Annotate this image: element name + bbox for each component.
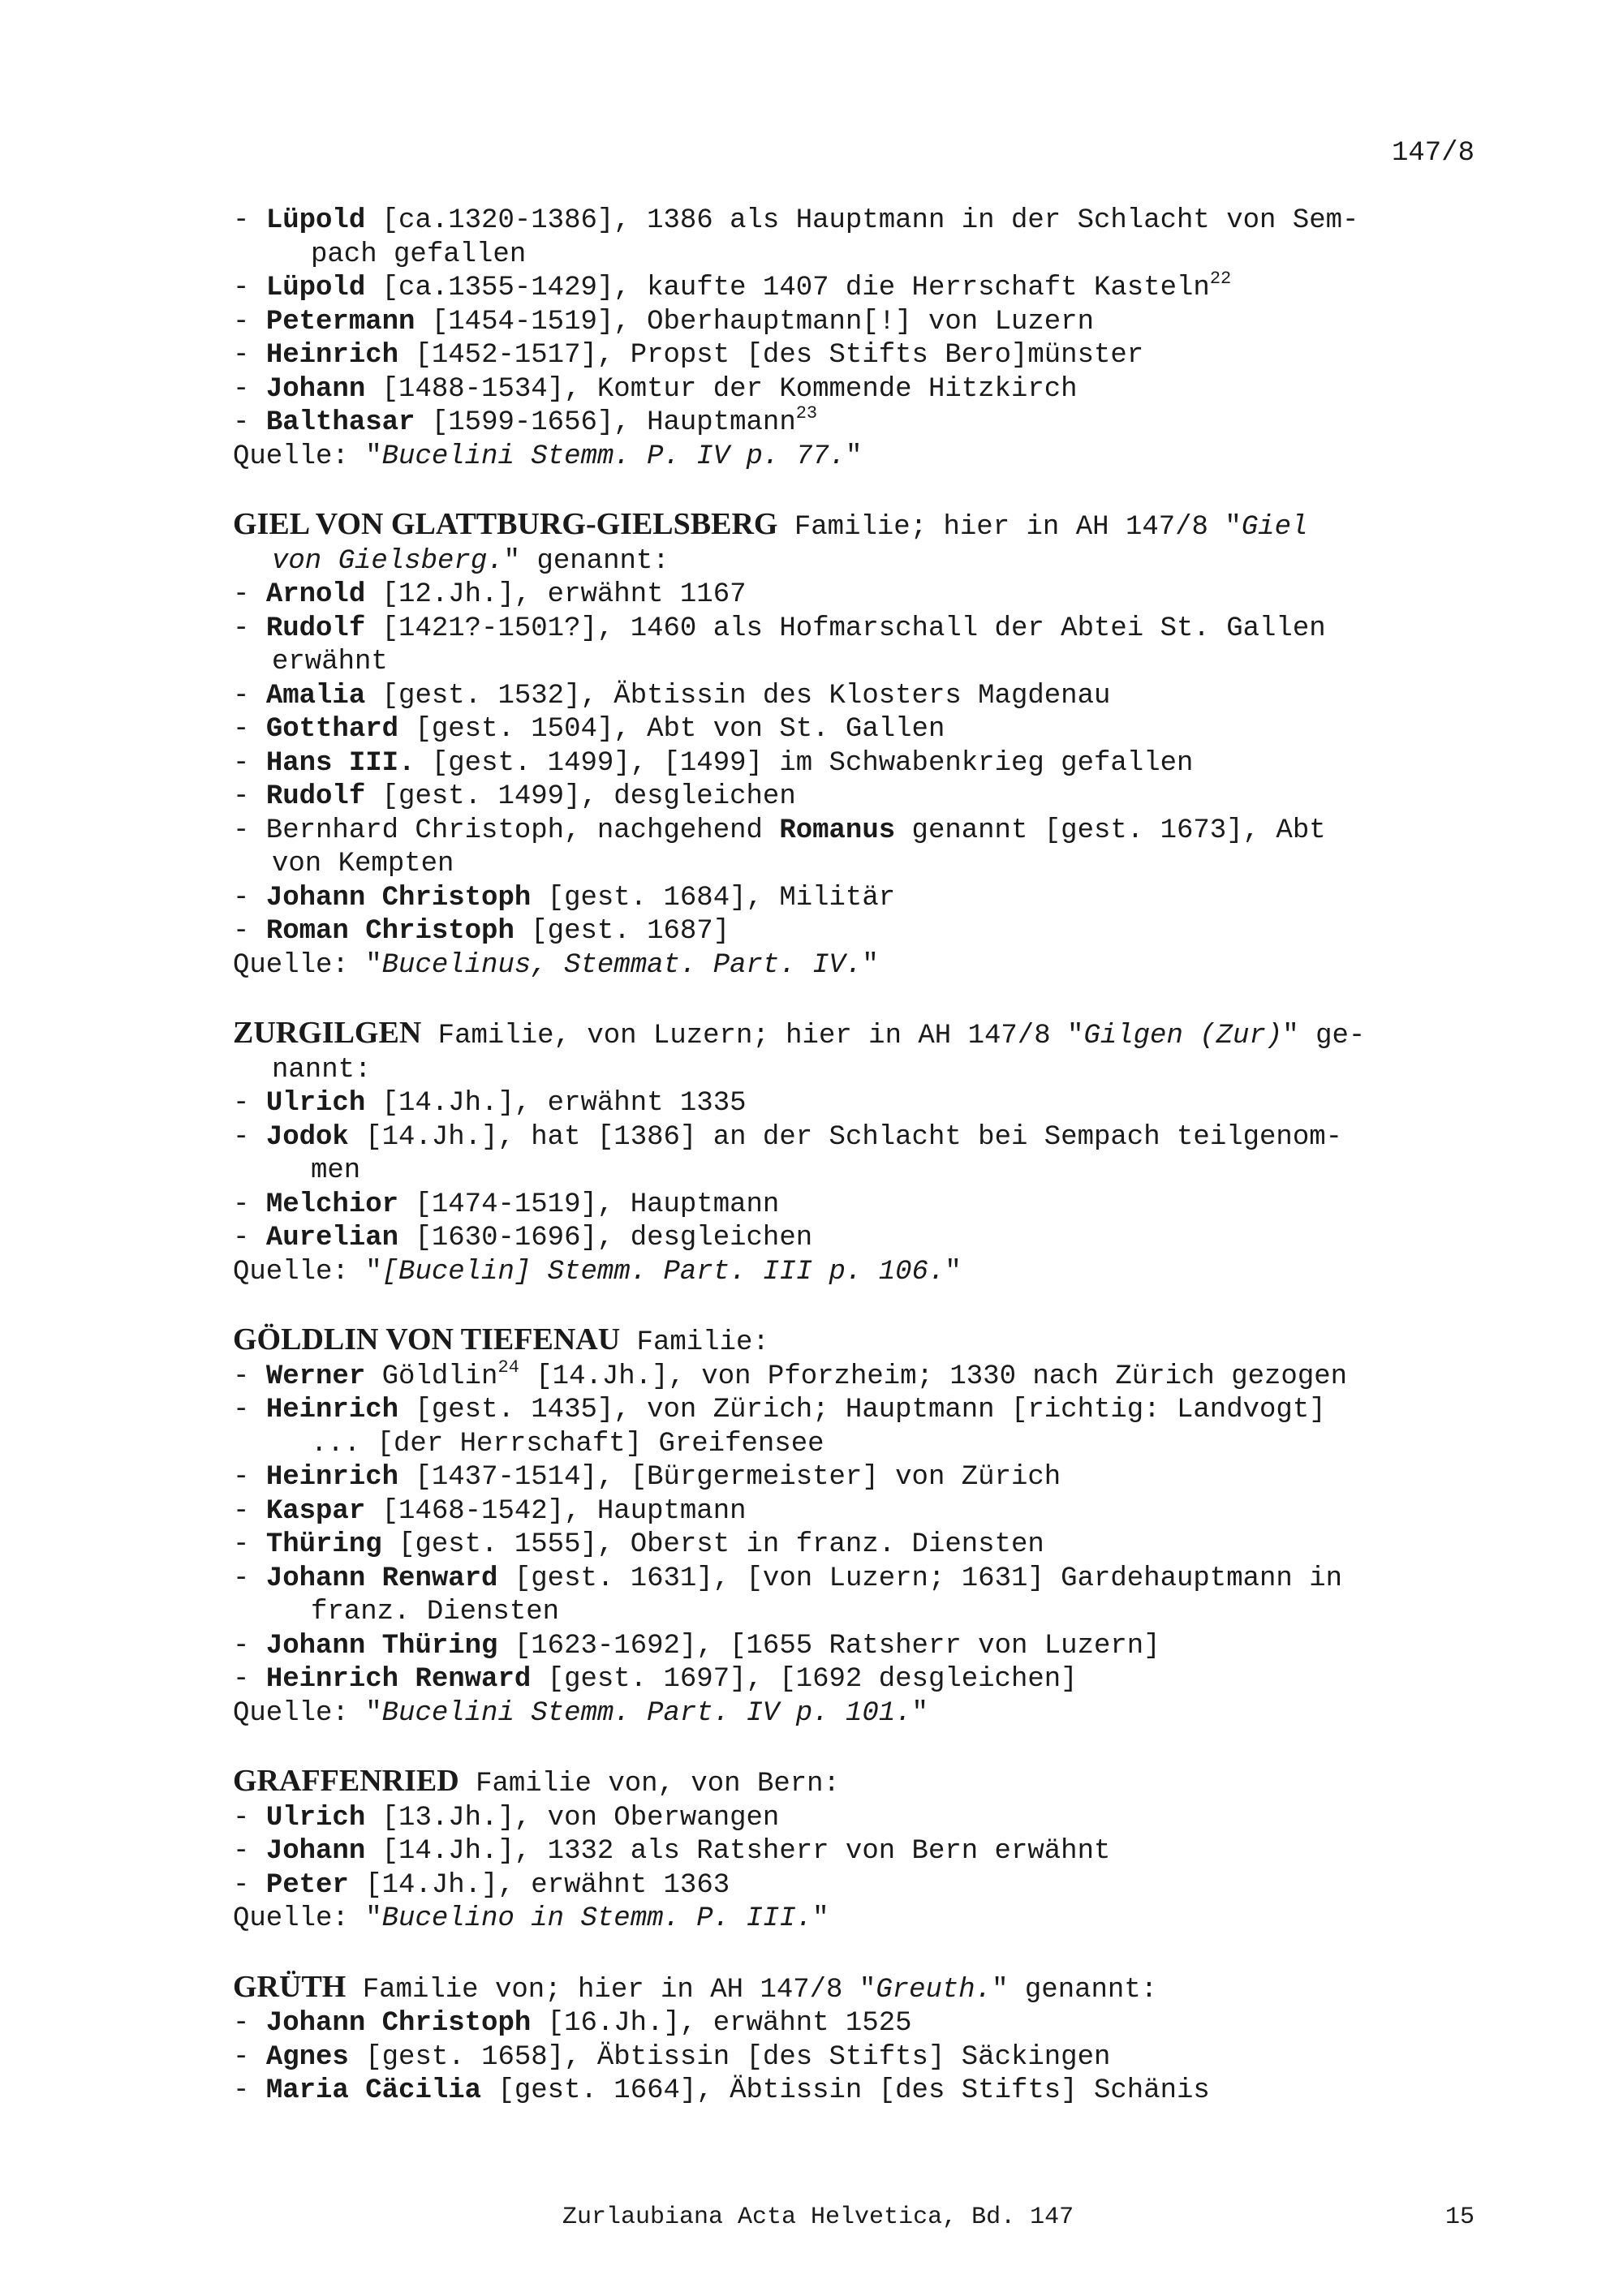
source-line: Quelle: "Bucelini Stemm. Part. IV p. 101." <box>233 1697 928 1729</box>
entry-line: - Ulrich [14.Jh.], erwähnt 1335 <box>233 1088 747 1119</box>
entry-line: - Johann [14.Jh.], 1332 als Ratsherr von Bern erwähnt <box>233 1836 1111 1867</box>
source-line: Quelle: "Bucelini Stemm. P. IV p. 77." <box>233 441 863 472</box>
footer-title: Zurlaubiana Acta Helvetica, Bd. 147 <box>562 2204 1074 2231</box>
entry-line: - Maria Cäcilia [gest. 1664], Äbtissin [des Stifts] Schänis <box>233 2075 1210 2106</box>
entry-line: - Roman Christoph [gest. 1687] <box>233 916 730 947</box>
entry-line: - Balthasar [1599-1656], Hauptmann$^{23}$ <box>233 403 818 438</box>
entry-line: - Jodok [14.Jh.], hat [1386] an der Schlacht bei Sempach teilgenom- <box>233 1121 1343 1153</box>
section-heading: ZURGILGEN Familie, von Luzern; hier in AH 147/8 "Gilgen (Zur)" ge- <box>233 1016 1366 1051</box>
section-graffenried <box>233 1765 1483 1937</box>
footnote-ref: 23 <box>795 403 818 424</box>
section-zurgilgen <box>233 1017 1483 1289</box>
source-line: Quelle: "Bucelinus, Stemmat. Part. IV." <box>233 949 879 981</box>
section-heading-continued: nannt: <box>272 1054 372 1086</box>
entry-line: - Werner Göldlin$^{24}$ [14.Jh.], von Pforzheim; 1330 nach Zürich gezogen <box>233 1357 1348 1392</box>
entry-line: - Bernhard Christoph, nachgehend Romanus genannt [gest. 1673], Abt <box>233 815 1326 846</box>
entry-line-continued: ... [der Herrschaft] Greifensee <box>311 1428 824 1460</box>
entry-line-continued: men <box>311 1155 361 1186</box>
section-continuation <box>233 204 1483 474</box>
entry-line-continued: von Kempten <box>272 849 454 879</box>
entry-line: - Lüpold [ca.1355-1429], kaufte 1407 die Herrschaft Kasteln$^{22}$ <box>233 269 1232 303</box>
entry-line: - Thüring [gest. 1555], Oberst in franz. Diensten <box>233 1529 1044 1560</box>
entry-line: - Johann [1488-1534], Komtur der Kommende Hitzkirch <box>233 373 1078 405</box>
entry-line: - Heinrich [1452-1517], Propst [des Stifts Bero]münster <box>233 340 1144 371</box>
entry-line: - Heinrich [1437-1514], [Bürgermeister] von Zürich <box>233 1462 1061 1493</box>
entry-line: - Agnes [gest. 1658], Äbtissin [des Stifts] Säckingen <box>233 2041 1111 2073</box>
entry-line: - Gotthard [gest. 1504], Abt von St. Gallen <box>233 714 945 745</box>
entry-line: - Peter [14.Jh.], erwähnt 1363 <box>233 1869 730 1901</box>
section-grueth <box>233 1971 1483 2109</box>
entry-line: - Johann Christoph [16.Jh.], erwähnt 1525 <box>233 2008 912 2039</box>
footnote-ref: 22 <box>1209 269 1232 289</box>
entry-line-continued: erwähnt <box>272 647 388 677</box>
entry-line: - Aurelian [1630-1696], desgleichen <box>233 1223 813 1253</box>
section-heading: GRAFFENRIED Familie von, von Bern: <box>233 1764 840 1799</box>
entry-line: - Lüpold [ca.1320-1386], 1386 als Hauptmann in der Schlacht von Sem- <box>233 205 1359 236</box>
section-giel <box>233 508 1483 982</box>
entry-line: - Hans III. [gest. 1499], [1499] im Schwabenkrieg gefallen <box>233 747 1194 779</box>
section-heading: GIEL VON GLATTBURG-GIELSBERG Familie; hier in AH 147/8 "Giel <box>233 507 1308 543</box>
entry-line: - Rudolf [1421?-1501?], 1460 als Hofmarschall der Abtei St. Gallen <box>233 613 1326 644</box>
entry-line: - Arnold [12.Jh.], erwähnt 1167 <box>233 579 747 610</box>
entry-line: - Kaspar [1468-1542], Hauptmann <box>233 1495 747 1527</box>
entry-line: - Heinrich [gest. 1435], von Zürich; Hauptmann [richtig: Landvogt] <box>233 1395 1326 1425</box>
document-body <box>233 204 1483 2109</box>
section-heading: GRÜTH Familie von; hier in AH 147/8 "Greuth." genannt: <box>233 1969 1158 2006</box>
source-line: Quelle: "[Bucelin] Stemm. Part. III p. 106." <box>233 1256 962 1288</box>
section-heading-continued: von Gielsberg." genannt: <box>272 545 669 577</box>
entry-line: - Rudolf [gest. 1499], desgleichen <box>233 781 796 812</box>
section-heading: GÖLDLIN VON TIEFENAU Familie: <box>233 1322 769 1358</box>
entry-line: - Melchior [1474-1519], Hauptmann <box>233 1189 780 1220</box>
entry-line-continued: franz. Diensten <box>311 1597 560 1627</box>
footnote-ref: 24 <box>497 1357 519 1378</box>
entry-line: - Amalia [gest. 1532], Äbtissin des Klosters Magdenau <box>233 680 1111 712</box>
entry-line: - Heinrich Renward [gest. 1697], [1692 desgleichen] <box>233 1664 1078 1695</box>
entry-line: - Johann Renward [gest. 1631], [von Luzern; 1631] Gardehauptmann in <box>233 1563 1343 1594</box>
entry-line: - Ulrich [13.Jh.], von Oberwangen <box>233 1802 780 1834</box>
entry-line-continued: pach gefallen <box>311 239 527 270</box>
entry-line: - Johann Thüring [1623-1692], [1655 Ratsherr von Luzern] <box>233 1630 1160 1662</box>
entry-line: - Petermann [1454-1519], Oberhauptmann[!] von Luzern <box>233 306 1094 338</box>
page-number: 147/8 <box>1391 138 1474 169</box>
entry-line: - Johann Christoph [gest. 1684], Militär <box>233 882 896 914</box>
footer-page-number: 15 <box>1444 2204 1474 2231</box>
section-goeldlin <box>233 1323 1483 1731</box>
source-line: Quelle: "Bucelino in Stemm. P. III." <box>233 1903 829 1934</box>
